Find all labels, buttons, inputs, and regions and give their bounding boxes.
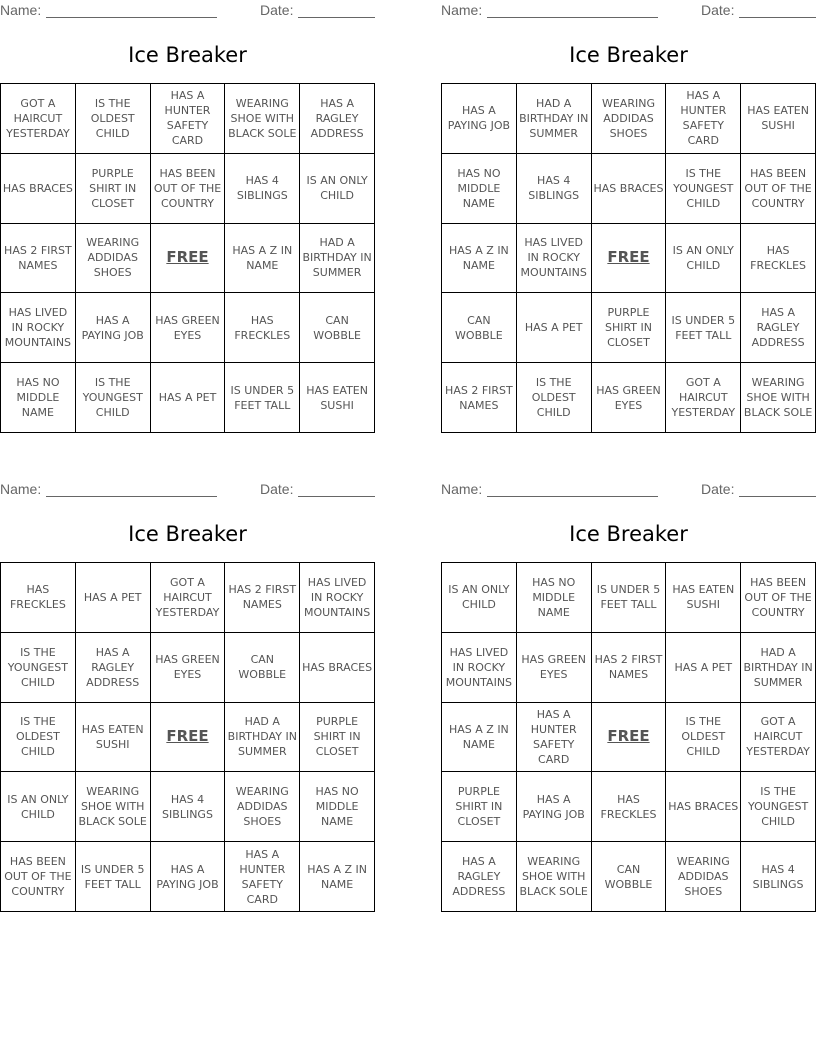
bingo-cell: WEARING ADDIDAS SHOES [666,842,741,912]
bingo-cell: IS AN ONLY CHILD [666,224,741,294]
bingo-cell: HAS NO MIDDLE NAME [1,363,76,433]
bingo-cell: PURPLE SHIRT IN CLOSET [76,154,151,224]
bingo-cell: HAD A BIRTHDAY IN SUMMER [300,224,375,294]
bingo-cell: HAS NO MIDDLE NAME [300,772,375,842]
bingo-cell: WEARING SHOE WITH BLACK SOLE [76,772,151,842]
bingo-cell: HAS A Z IN NAME [300,842,375,912]
bingo-cell: HAS BRACES [1,154,76,224]
bingo-cell: HAS A RAGLEY ADDRESS [442,842,517,912]
name-label: Name: [0,481,42,497]
bingo-cell: HAS NO MIDDLE NAME [517,563,592,633]
bingo-cell: IS THE YOUNGEST CHILD [1,633,76,703]
bingo-cell: HAD A BIRTHDAY IN SUMMER [741,633,816,703]
bingo-cell: IS UNDER 5 FEET TALL [76,842,151,912]
bingo-cell: HAS LIVED IN ROCKY MOUNTAINS [300,563,375,633]
bingo-cell: HAS BEEN OUT OF THE COUNTRY [741,563,816,633]
date-label: Date: [701,2,735,18]
bingo-cell: HAS A RAGLEY ADDRESS [300,84,375,154]
card-title: Ice Breaker [128,522,247,546]
bingo-cell: GOT A HAIRCUT YESTERDAY [666,363,741,433]
bingo-grid [441,83,816,433]
bingo-cell: IS UNDER 5 FEET TALL [225,363,300,433]
free-space-cell: FREE [592,224,667,294]
bingo-cell: WEARING ADDIDAS SHOES [592,84,667,154]
date-line [298,17,375,18]
free-space-cell: FREE [151,224,226,294]
bingo-cell: PURPLE SHIRT IN CLOSET [592,293,667,363]
date-label: Date: [260,2,294,18]
date-label: Date: [701,481,735,497]
date-label: Date: [260,481,294,497]
bingo-cell: PURPLE SHIRT IN CLOSET [442,772,517,842]
bingo-cell: HAS 2 FIRST NAMES [442,363,517,433]
bingo-cell: HAS GREEN EYES [151,633,226,703]
bingo-cell: HAS FRECKLES [741,224,816,294]
bingo-cell: HAS A PAYING JOB [442,84,517,154]
bingo-cell: HAS A Z IN NAME [225,224,300,294]
bingo-cell: HAS LIVED IN ROCKY MOUNTAINS [517,224,592,294]
bingo-cell: CAN WOBBLE [592,842,667,912]
card-header [0,479,375,499]
bingo-cell: HAS GREEN EYES [151,293,226,363]
card-header [0,0,375,20]
bingo-cell: HAS A PET [151,363,226,433]
name-label: Name: [441,481,483,497]
bingo-cell: IS AN ONLY CHILD [1,772,76,842]
free-space-cell: FREE [151,703,226,773]
name-line [46,496,217,497]
bingo-cell: HAS BEEN OUT OF THE COUNTRY [151,154,226,224]
bingo-cell: HAS LIVED IN ROCKY MOUNTAINS [1,293,76,363]
bingo-cell: HAS A PAYING JOB [151,842,226,912]
bingo-cell: HAS BRACES [592,154,667,224]
bingo-cell: HAS FRECKLES [1,563,76,633]
bingo-cell: HAS 4 SIBLINGS [741,842,816,912]
bingo-cell: HAS A Z IN NAME [442,703,517,773]
bingo-cell: IS THE OLDEST CHILD [76,84,151,154]
date-line [298,496,375,497]
bingo-cell: HAS A PET [666,633,741,703]
date-line [739,17,816,18]
bingo-cell: HAS FRECKLES [225,293,300,363]
card-title: Ice Breaker [569,522,688,546]
bingo-cell: HAS A HUNTER SAFETY CARD [225,842,300,912]
bingo-cell: HAS 2 FIRST NAMES [1,224,76,294]
bingo-cell: WEARING SHOE WITH BLACK SOLE [225,84,300,154]
card-header [441,479,816,499]
bingo-cell: IS AN ONLY CHILD [442,563,517,633]
bingo-cell: IS THE OLDEST CHILD [666,703,741,773]
bingo-grid [441,562,816,912]
name-line [487,17,658,18]
card-header [441,0,816,20]
bingo-cell: HAS GREEN EYES [517,633,592,703]
bingo-cell: IS THE YOUNGEST CHILD [741,772,816,842]
bingo-cell: IS UNDER 5 FEET TALL [592,563,667,633]
bingo-cell: IS THE YOUNGEST CHILD [76,363,151,433]
bingo-cell: GOT A HAIRCUT YESTERDAY [151,563,226,633]
bingo-cell: HAS BEEN OUT OF THE COUNTRY [1,842,76,912]
bingo-cell: HAS GREEN EYES [592,363,667,433]
bingo-cell: HAS 4 SIBLINGS [517,154,592,224]
bingo-cell: HAS 4 SIBLINGS [225,154,300,224]
bingo-cell: HAS A HUNTER SAFETY CARD [666,84,741,154]
bingo-cell: IS THE OLDEST CHILD [517,363,592,433]
bingo-cell: WEARING ADDIDAS SHOES [225,772,300,842]
bingo-cell: HAS A Z IN NAME [442,224,517,294]
bingo-cell: HAD A BIRTHDAY IN SUMMER [517,84,592,154]
name-line [46,17,217,18]
bingo-cell: IS AN ONLY CHILD [300,154,375,224]
bingo-cell: HAS EATEN SUSHI [76,703,151,773]
bingo-cell: HAS A HUNTER SAFETY CARD [517,703,592,773]
bingo-cell: WEARING SHOE WITH BLACK SOLE [517,842,592,912]
bingo-grid [0,83,375,433]
bingo-cell: HAS A PAYING JOB [517,772,592,842]
bingo-cell: HAS A RAGLEY ADDRESS [76,633,151,703]
bingo-cell: GOT A HAIRCUT YESTERDAY [1,84,76,154]
name-line [487,496,658,497]
bingo-cell: HAS A HUNTER SAFETY CARD [151,84,226,154]
bingo-cell: CAN WOBBLE [225,633,300,703]
card-title: Ice Breaker [128,43,247,67]
name-label: Name: [0,2,42,18]
bingo-cell: HAS A PAYING JOB [76,293,151,363]
bingo-cell: HAS BRACES [300,633,375,703]
bingo-cell: HAS EATEN SUSHI [741,84,816,154]
bingo-cell: IS UNDER 5 FEET TALL [666,293,741,363]
bingo-cell: CAN WOBBLE [300,293,375,363]
bingo-cell: HAS FRECKLES [592,772,667,842]
bingo-cell: HAS EATEN SUSHI [300,363,375,433]
date-line [739,496,816,497]
bingo-cell: IS THE YOUNGEST CHILD [666,154,741,224]
free-space-cell: FREE [592,703,667,773]
bingo-cell: HAS LIVED IN ROCKY MOUNTAINS [442,633,517,703]
card-title: Ice Breaker [569,43,688,67]
bingo-cell: PURPLE SHIRT IN CLOSET [300,703,375,773]
bingo-cell: HAS 2 FIRST NAMES [592,633,667,703]
bingo-cell: HAS A PET [517,293,592,363]
bingo-cell: WEARING ADDIDAS SHOES [76,224,151,294]
bingo-grid [0,562,375,912]
bingo-cell: HAS A PET [76,563,151,633]
bingo-cell: HAS BRACES [666,772,741,842]
bingo-cell: IS THE OLDEST CHILD [1,703,76,773]
bingo-cell: CAN WOBBLE [442,293,517,363]
bingo-cell: HAS BEEN OUT OF THE COUNTRY [741,154,816,224]
name-label: Name: [441,2,483,18]
bingo-cell: HAS NO MIDDLE NAME [442,154,517,224]
bingo-cell: HAS 2 FIRST NAMES [225,563,300,633]
bingo-cell: HAS EATEN SUSHI [666,563,741,633]
bingo-cell: HAS 4 SIBLINGS [151,772,226,842]
bingo-cell: HAD A BIRTHDAY IN SUMMER [225,703,300,773]
bingo-cell: WEARING SHOE WITH BLACK SOLE [741,363,816,433]
bingo-cell: HAS A RAGLEY ADDRESS [741,293,816,363]
bingo-cell: GOT A HAIRCUT YESTERDAY [741,703,816,773]
